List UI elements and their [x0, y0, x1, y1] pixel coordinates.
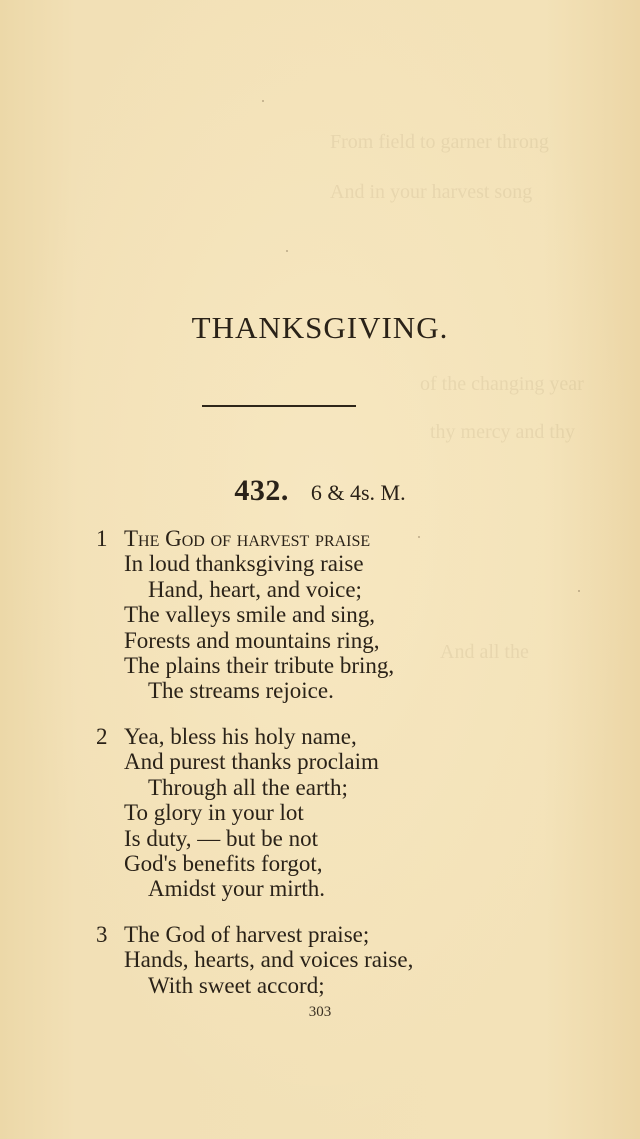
verse-line [96, 947, 413, 972]
bleed-through-text: And in your harvest song [330, 181, 533, 203]
verse-text: And purest thanks proclaim [124, 749, 379, 775]
verse-text: Hands, hearts, and voices raise, [124, 947, 414, 973]
stanza-1 [96, 526, 394, 704]
verse-line [96, 724, 379, 749]
paper-speck [578, 590, 580, 592]
verse-line [96, 602, 394, 627]
verse-line [96, 826, 379, 851]
bleed-through-text: of the changing year [420, 373, 584, 395]
verse-text: The streams rejoice. [148, 678, 334, 704]
verse-line [96, 973, 413, 998]
verse-text: With sweet accord; [148, 972, 325, 998]
stanza-number: 1 [96, 526, 108, 551]
verse-text: Amidst your mirth. [148, 876, 325, 902]
verse-line [96, 577, 394, 602]
verse-line [96, 551, 394, 576]
verse-text: Yea, bless his holy name, [124, 724, 357, 749]
section-title: THANKSGIVING. [191, 310, 449, 345]
verse-line [96, 749, 379, 774]
verse-line [96, 800, 379, 825]
verse-line [96, 678, 394, 703]
verse-text: The plains their tribute bring, [124, 652, 395, 678]
bleed-through-text: And all the [440, 641, 529, 663]
paper-speck [286, 250, 288, 252]
section-divider [202, 405, 356, 407]
bleed-through-text: From field to garner throng [330, 131, 549, 153]
verse-text: In loud thanksgiving raise [124, 551, 364, 577]
verse-line [96, 922, 413, 947]
verse-text: Is duty, — but be not [124, 825, 318, 851]
paper-speck [262, 100, 264, 102]
verse-line [96, 851, 379, 876]
verse-text: Hand, heart, and voice; [148, 576, 362, 602]
stanza-2 [96, 724, 379, 902]
verse-text: To glory in your lot [124, 800, 304, 826]
verse-line [96, 775, 379, 800]
stanza-3 [96, 922, 413, 998]
verse-text: God's benefits forgot, [124, 850, 323, 876]
verse-line [96, 526, 394, 551]
stanza-number: 3 [96, 922, 108, 947]
verse-text: Through all the earth; [148, 774, 348, 800]
verse-text: Forests and mountains ring, [124, 627, 380, 653]
verse-text: The God of harvest praise [124, 526, 371, 551]
verse-line [96, 653, 394, 678]
stanza-number: 2 [96, 724, 108, 749]
verse-text: The God of harvest praise; [124, 922, 370, 947]
hymn-meter: 6 & 4s. M. [310, 480, 406, 505]
bleed-through-text: thy mercy and thy [430, 421, 575, 443]
verse-text: The valleys smile and sing, [124, 602, 376, 628]
verse-line [96, 876, 379, 901]
verse-line [96, 628, 394, 653]
hymn-number: 432. [234, 474, 289, 507]
paper-speck [418, 536, 420, 538]
page-number: 303 [308, 1004, 332, 1020]
hymn-header [0, 474, 640, 508]
